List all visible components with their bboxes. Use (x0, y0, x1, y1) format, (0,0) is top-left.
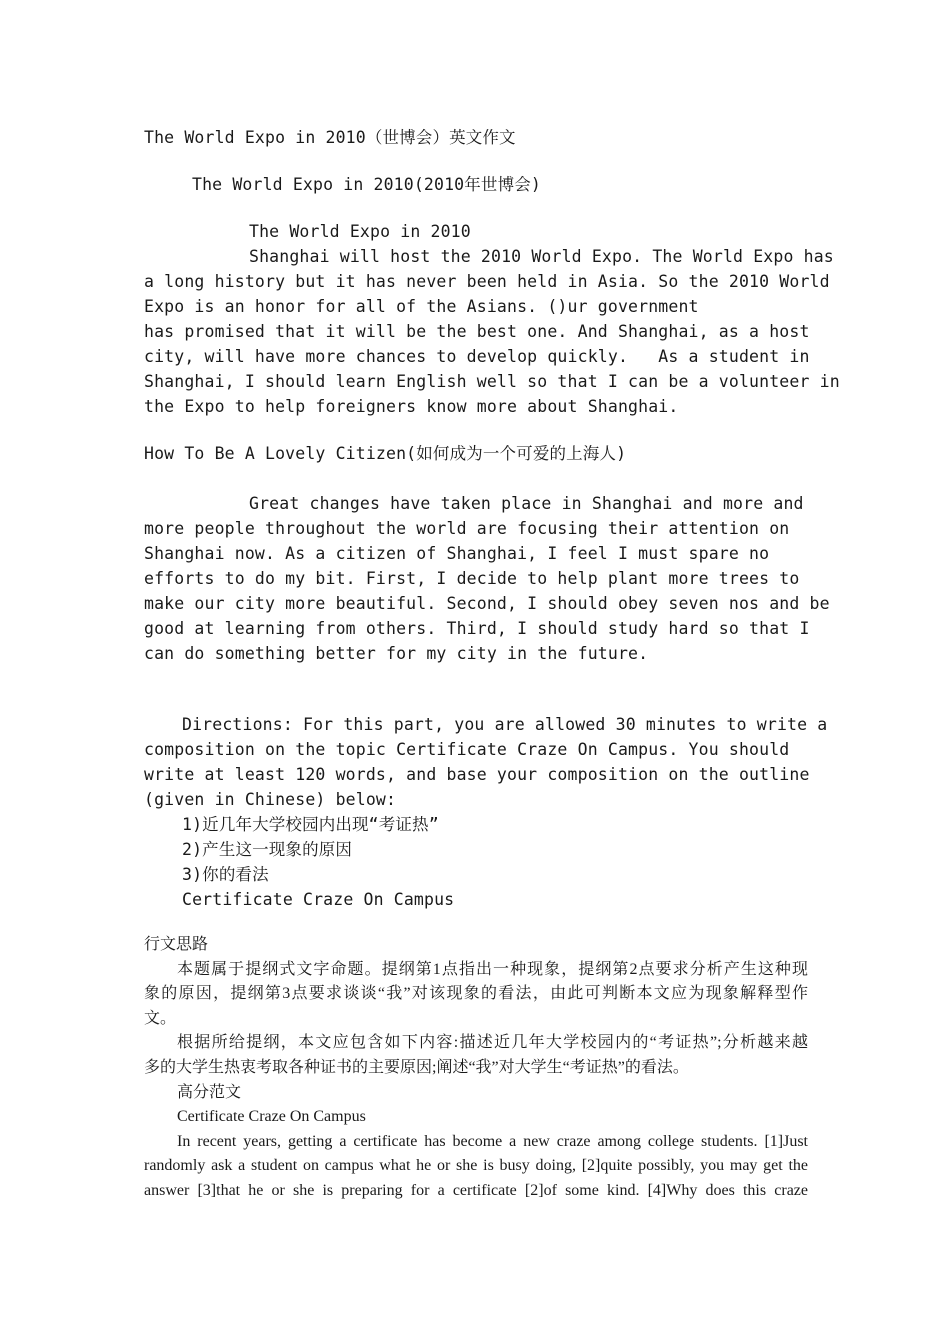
essay-line: Shanghai will host the 2010 World Expo. The World Expo has (249, 247, 834, 266)
essay-title: The World Expo in 2010 (249, 222, 471, 241)
model-title: Certificate Craze On Campus (177, 1108, 366, 1126)
analysis-heading: 行文思路 (144, 936, 209, 953)
essay-citizen (144, 491, 830, 666)
directions-line: (given in Chinese) below: (144, 790, 397, 809)
directions-block (144, 712, 828, 912)
title-line: The World Expo in 2010（世博会）英文作文 (144, 128, 516, 147)
essay-line: city, will have more chances to develop quickly. As a student in (144, 347, 810, 366)
essay-line: Great changes have taken place in Shanghai and more and (249, 494, 804, 513)
essay-line: the Expo to help foreigners know more about Shanghai. (144, 397, 679, 416)
directions-line: composition on the topic Certificate Craze On Campus. You should (144, 740, 790, 759)
directions-line: write at least 120 words, and base your composition on the outline (144, 765, 810, 784)
essay-line: has promised that it will be the best one. And Shanghai, as a host (144, 322, 810, 341)
essay-line: Shanghai now. As a citizen of Shanghai, I feel I must spare no (144, 544, 770, 563)
essay-line: more people throughout the world are focusing their attention on (144, 519, 790, 538)
subtitle (144, 172, 808, 197)
model-line: answer [3]that he or she is preparing for a certificate [2]of some kind. [4]Why does this craze (144, 1181, 808, 1199)
outline-item: 2)产生这一现象的原因 (182, 840, 353, 859)
model-line: randomly ask a student on campus what he or she is busy doing, [2]quite possibly, you may get the (144, 1157, 808, 1175)
essay-line: make our city more beautiful. Second, I should obey seven nos and be (144, 594, 830, 613)
model-heading: 高分范文 (177, 1083, 242, 1101)
essay-line: good at learning from others. Third, I should study hard so that I (144, 619, 810, 638)
analysis-line: 本题属于提纲式文字命题。提纲第1点指出一种现象，提纲第2点要求分析产生这种现 (177, 960, 808, 978)
document-title (144, 125, 808, 150)
outline-item: 1)近几年大学校园内出现“考证热” (182, 815, 439, 834)
essay-line: Shanghai, I should learn English well so that I can be a volunteer in (144, 372, 840, 391)
analysis-line: 文。 (144, 1009, 177, 1027)
model-line: In recent years, getting a certificate has become a new craze among college students. [1]Just (177, 1132, 808, 1150)
section-title-citizen (144, 441, 808, 466)
analysis-line: 多的大学生热衷考取各种证书的主要原因;阐述“我”对大学生“考证热”的看法。 (144, 1058, 689, 1076)
directions-line: Directions: For this part, you are allowed 30 minutes to write a (182, 715, 828, 734)
outline-item: 3)你的看法 (182, 865, 269, 884)
section-title-line: How To Be A Lovely Citizen(如何成为一个可爱的上海人) (144, 444, 627, 463)
essay-line: can do something better for my city in the future. (144, 644, 649, 663)
essay-line: Expo is an honor for all of the Asians. ()ur government (144, 297, 699, 316)
analysis-section (144, 933, 808, 1204)
analysis-line: 根据所给提纲，本文应包含如下内容:描述近几年大学校园内的“考证热”;分析越来越 (177, 1034, 808, 1052)
subtitle-line: The World Expo in 2010(2010年世博会) (192, 175, 541, 194)
essay-line: efforts to do my bit. First, I decide to help plant more trees to (144, 569, 800, 588)
essay-line: a long history but it has never been held in Asia. So the 2010 World (144, 272, 830, 291)
analysis-line: 象的原因，提纲第3点要求谈谈“我”对该现象的看法，由此可判断本文应为现象解释型作 (144, 985, 808, 1003)
outline-item: Certificate Craze On Campus (182, 890, 455, 909)
essay-expo (144, 219, 840, 419)
